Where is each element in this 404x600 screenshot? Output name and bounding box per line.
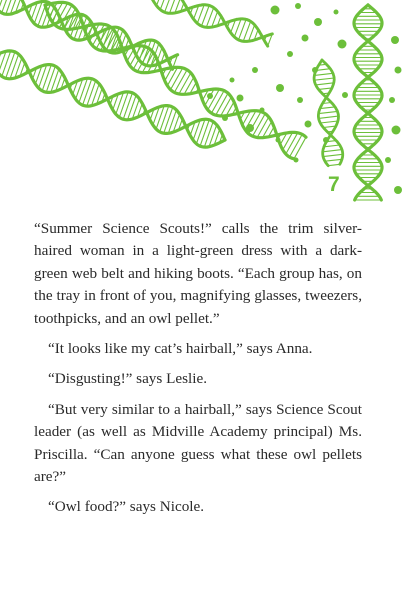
decorative-dot: [295, 3, 301, 9]
helix-rung: [46, 66, 55, 92]
helix-rung: [79, 78, 88, 103]
decorative-dot: [260, 108, 265, 113]
helix-mid-left: [0, 51, 225, 147]
decorative-dot: [222, 115, 228, 121]
decorative-dot: [389, 97, 395, 103]
page-number: 7: [328, 173, 340, 196]
decorative-dot: [395, 67, 402, 74]
helix-rung: [160, 106, 169, 132]
helix-rung: [316, 83, 334, 85]
helix-rung: [320, 121, 338, 123]
helix-top-left: [0, 0, 178, 69]
helix-rung: [319, 116, 339, 118]
decorative-dot: [294, 158, 299, 163]
helix-rung: [87, 81, 96, 107]
helix-rung: [128, 95, 137, 120]
helix-rung: [328, 164, 340, 165]
helix-center: [45, 2, 306, 159]
decorative-dot: [246, 124, 254, 132]
decorative-dot: [252, 67, 258, 73]
dna-helix-illustration: [0, 0, 404, 205]
helix-rung: [42, 65, 51, 91]
decorative-dot: [297, 97, 303, 103]
helix-rung: [196, 119, 205, 144]
decorative-dot: [385, 157, 391, 163]
helix-upper: [150, 0, 272, 46]
helix-rung: [314, 78, 334, 80]
story-text: [34, 218, 362, 527]
helix-rung: [6, 52, 15, 78]
helix-rung: [164, 107, 173, 133]
helix-rung: [216, 93, 228, 115]
helix-rung: [325, 159, 342, 161]
helix-rung: [83, 79, 92, 105]
helix-right-vertical: [354, 5, 382, 200]
decorative-dot: [394, 186, 402, 194]
helix-rung: [253, 114, 266, 137]
helix-strand: [150, 0, 272, 41]
decorative-dot: [392, 126, 401, 135]
decorative-dot: [323, 137, 329, 143]
helix-rung: [123, 93, 132, 119]
decorative-dot: [312, 67, 318, 73]
decorative-dot: [287, 51, 293, 57]
decorative-dot: [334, 10, 339, 15]
helix-rung: [171, 68, 183, 90]
decorative-dot: [314, 18, 322, 26]
decorative-dot: [207, 93, 213, 99]
paragraph-intro: “Summer Science Scouts!” calls the trim silver-haired woman in a light-green dress with a dark-green web belt and hiking boots. “Each group has, on the tray in front of you, magnifying glasses, tweezers, toothpicks, and an owl pellet.”: [34, 220, 362, 327]
decorative-dot: [391, 36, 399, 44]
helix-rung: [323, 154, 343, 156]
helix-rung: [204, 122, 213, 148]
decorative-dot: [230, 78, 235, 83]
helix-rung: [174, 70, 187, 93]
paragraph-priscilla: “But very similar to a hairball,” says Science Scout leader (as well as Midville Academy principal) Ms. Priscilla. “Can anyone guess what these owl pellets are?”: [34, 400, 362, 486]
decorative-dot: [276, 138, 281, 143]
helix-rung: [10, 54, 19, 79]
paragraph-nicole: “Owl food?” says Nicole.: [48, 498, 205, 516]
decorative-dot: [237, 95, 244, 102]
helix-rung: [323, 150, 342, 152]
helix-rung: [208, 89, 220, 110]
helix-rung: [119, 92, 128, 118]
helix-rung: [211, 91, 224, 114]
helix-rung: [200, 120, 209, 146]
decorative-dot: [302, 35, 309, 42]
decorative-dot: [338, 40, 347, 49]
helix-rung: [319, 111, 338, 113]
helix-rung: [290, 134, 303, 157]
helix-rung: [324, 145, 340, 147]
decorative-dot: [276, 84, 284, 92]
helix-rung: [294, 137, 306, 159]
helix-rung: [179, 73, 191, 94]
decorative-dot: [342, 92, 348, 98]
helix-rung: [286, 133, 298, 154]
helix-rung: [320, 107, 335, 109]
helix-right-short: [314, 60, 343, 166]
helix-rung: [221, 97, 232, 116]
helix-rung: [314, 73, 333, 75]
paragraph-anna: “It looks like my cat’s hairball,” says Anna.: [48, 340, 313, 358]
helix-rung: [257, 117, 269, 138]
decorative-dot: [271, 6, 280, 15]
helix-rung: [2, 51, 11, 77]
paragraph-leslie: “Disgusting!” says Leslie.: [48, 370, 208, 388]
decorative-dot: [305, 121, 312, 128]
